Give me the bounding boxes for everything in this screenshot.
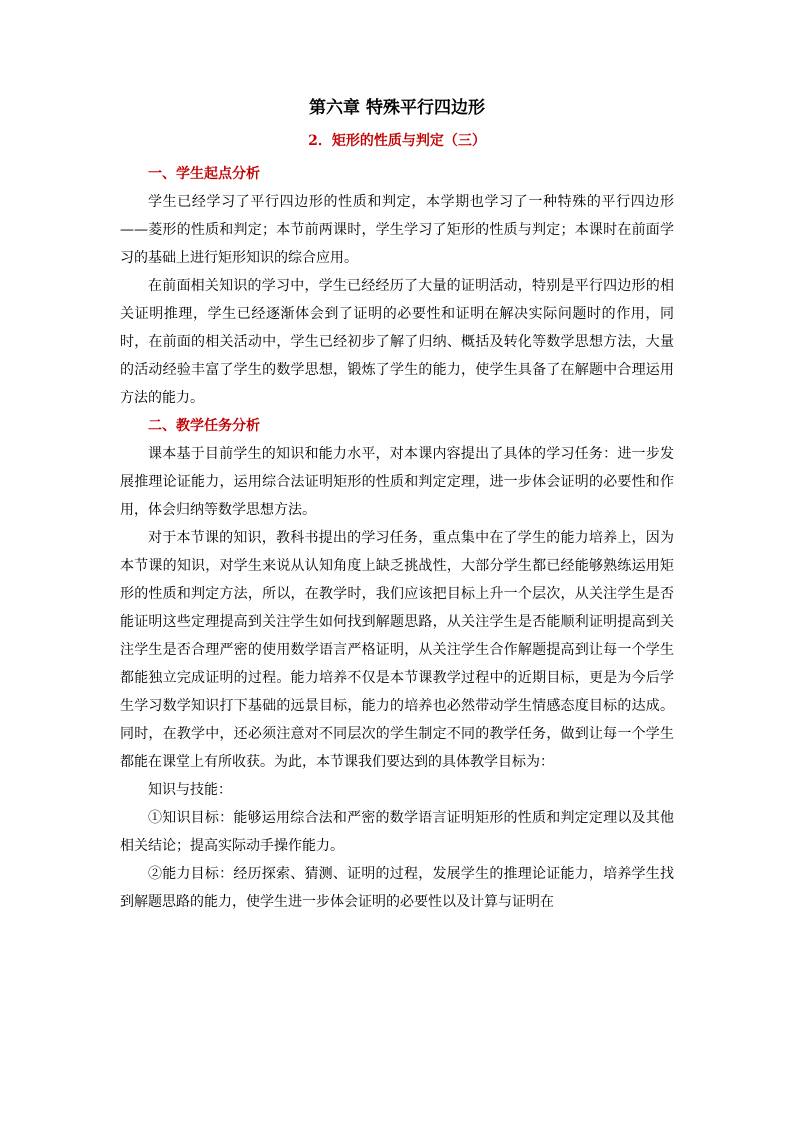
paragraph: 课本基于目前学生的知识和能力水平，对本课内容提出了具体的学习任务：进一步发展推理论证能力，运用综合法证明矩形的性质和判定定理，进一步体会证明的必要性和作用，体会归纳等数学思想方法。 (120, 446, 674, 518)
paragraph: 学生已经学习了平行四边形的性质和判定，本学期也学习了一种特殊的平行四边形——菱形的性质和判定；本节前两课时，学生学习了矩形的性质与判定；本课时在前面学习的基础上进行矩形知识的综合应用。 (120, 194, 674, 266)
paragraph-knowledge-goal: ①知识目标：能够运用综合法和严密的数学语言证明矩形的性质和判定定理以及其他相关结论；提高实际动手操作能力。 (120, 810, 674, 854)
paragraph-ability-goal: ②能力目标：经历探索、猜测、证明的过程，发展学生的推理论证能力，培养学生找到解题思路的能力，使学生进一步体会证明的必要性以及计算与证明在 (120, 866, 674, 910)
chapter-title: 第六章 特殊平行四边形 (309, 98, 485, 118)
section-heading-student-analysis: 一、学生起点分析 (148, 166, 260, 182)
section-heading-task-analysis: 二、教学任务分析 (148, 418, 260, 434)
paragraph: 在前面相关知识的学习中，学生已经经历了大量的证明活动，特别是平行四边形的相关证明推理，学生已经逐渐体会到了证明的必要性和证明在解决实际问题时的作用，同时，在前面的相关活动中，学生已经初步了解了归纳、概括及转化等数学思想方法，大量的活动经验丰富了学生的数学思想，锻炼了学生的能力，使学生具备了在解题中合理运用方法的能力。 (120, 278, 674, 406)
paragraph: 对于本节课的知识，教科书提出的学习任务，重点集中在了学生的能力培养上，因为本节课的知识，对学生来说从认知角度上缺乏挑战性，大部分学生都已经能够熟练运用矩形的性质和判定方法，所以，在教学时，我们应该把目标上升一个层次，从关注学生是否能证明这些定理提高到关注学生如何找到解题思路，从关注学生是否能顺利证明提高到关注学生是否合理严密的使用数学语言严格证明，从关注学生合作解题提高到让每一个学生都能独立完成证明的过程。能力培养不仅是本节课教学过程中的近期目标，更是为今后学生学习数学知识打下基础的远景目标，能力的培养也必然带动学生情感态度目标的达成。同时，在教学中，还必须注意对不同层次的学生制定不同的教学任务，做到让每一个学生都能在课堂上有所收获。为此，本节课我们要达到的具体教学目标为： (120, 530, 674, 770)
lesson-subtitle: 2．矩形的性质与判定（三） (308, 133, 486, 149)
paragraph-knowledge-skills-label: 知识与技能： (148, 782, 232, 798)
